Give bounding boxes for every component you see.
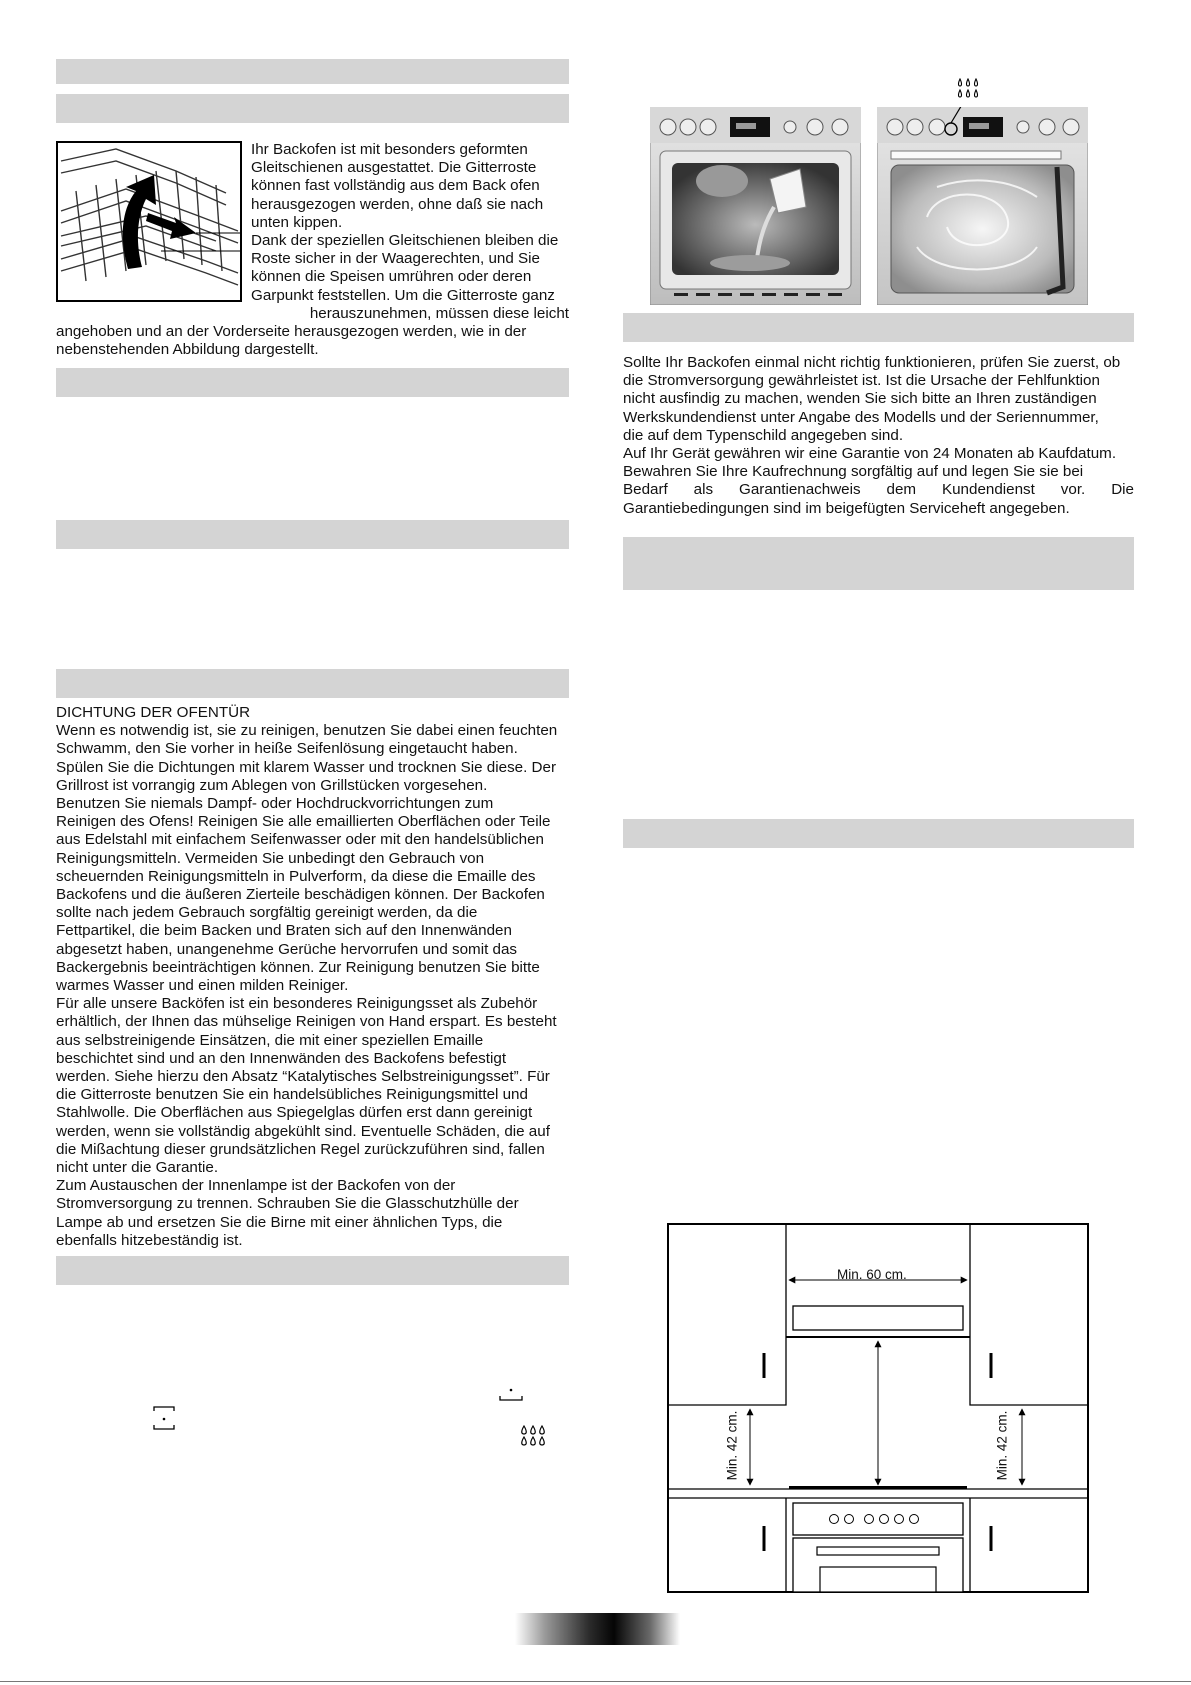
- cleaning-line: Backergebnis beeinträchtigen können. Zur Reinigung benutzen Sie bitte: [56, 958, 540, 976]
- cleaning-line: nicht unter die Garantie.: [56, 1159, 219, 1177]
- left-height-label: Min. 42 cm.: [724, 1410, 740, 1481]
- cleaning-line: Spülen Sie die Dichtungen mit klarem Wasser und trocknen Sie diese. Der: [56, 758, 557, 776]
- section-bar-3: [56, 520, 569, 549]
- cleaning-line: ebenfalls hitzebeständig ist.: [56, 1231, 243, 1249]
- shelf-rack-illustration: [56, 141, 242, 302]
- shelf-line: unten kippen.: [251, 213, 343, 231]
- cleaning-line: warmes Wasser und einen milden Reiniger.: [56, 977, 349, 995]
- shelf-text: [251, 141, 569, 323]
- service-line: Auf Ihr Gerät gewähren wir eine Garantie von 24 Monaten ab Kaufdatum.: [623, 445, 1117, 463]
- cleaning-line: Backofens und die äußeren Zierteile beschädigen können. Der Backofen: [56, 886, 545, 904]
- water-drops-icon: [957, 78, 979, 105]
- cleaning-line: Wenn es notwendig ist, sie zu reinigen, benutzen Sie dabei einen feuchten: [56, 722, 558, 740]
- cleaning-line: Benutzen Sie niemals Dampf- oder Hochdruckvorrichtungen zum: [56, 795, 494, 813]
- page-number-bar: [515, 1613, 680, 1645]
- shelf-line: Dank der speziellen Gleitschienen bleiben die: [251, 232, 559, 250]
- shelf-line: Roste sicher in der Waagerechten, und Sie: [251, 250, 540, 268]
- service-line: Garantiebedingungen sind im beigefügten Serviceheft angegeben.: [623, 499, 1070, 517]
- cleaning-line: scheuernden Reinigungsmitteln in Pulverform, da diese die Emaille des: [56, 867, 536, 885]
- cleaning-line: werden. Siehe hierzu den Absatz “Katalytisches Selbstreinigungsset”. Für: [56, 1068, 550, 1086]
- section-bar-shelves: [56, 94, 569, 123]
- section-bar-2: [56, 368, 569, 397]
- shelf-line: Ihr Backofen ist mit besonders geformten: [251, 141, 528, 158]
- shelf-text-wide: [56, 323, 569, 359]
- shelf-line: Gleitschienen ausgestattet. Die Gitterroste: [251, 159, 537, 177]
- cleaning-line: sollte nach jedem Gebrauch sorgfältig gereinigt werden, da die: [56, 904, 478, 922]
- cleaning-line: Reinigungsmitteln. Vermeiden Sie unbedingt den Gebrauch von: [56, 849, 485, 867]
- cleaning-line: Schwamm, den Sie vorher in heiße Seifenlösung eingetaucht haben.: [56, 740, 518, 758]
- cleaning-line: werden, wenn sie vollständig abgekühlt sind. Eventuelle Schäden, die auf: [56, 1122, 550, 1140]
- oven-steam-illustration: [877, 107, 1088, 305]
- cleaning-section: [56, 704, 569, 1250]
- right-height-label: Min. 42 cm.: [994, 1410, 1010, 1481]
- cleaning-line: Stahlwolle. Die Oberflächen aus Spiegelglas dürfen erst dann gereinigt: [56, 1104, 533, 1122]
- service-line: die auf dem Typenschild angegeben sind.: [623, 426, 904, 444]
- cleaning-line: Zum Austauschen der Innenlampe ist der Backofen von der: [56, 1177, 456, 1195]
- shelf-line: nebenstehenden Abbildung dargestellt.: [56, 341, 319, 359]
- section-bar-service: [623, 313, 1134, 342]
- service-line: Bewahren Sie Ihre Kaufrechnung sorgfältig auf und legen Sie sie bei: [623, 463, 1084, 481]
- cleaning-line: Fettpartikel, die beim Backen und Braten sich auf den Innenwänden: [56, 922, 512, 940]
- cleaning-line: Grillrost ist vorrangig zum Ablegen von Grillstücken vorgesehen.: [56, 776, 488, 794]
- cleaning-line: Für alle unsere Backöfen ist ein besonderes Reinigungsset als Zubehör: [56, 995, 538, 1013]
- shelf-line: herauszunehmen, müssen diese leicht: [309, 304, 569, 322]
- shelf-line: können fast vollständig aus dem Back ofen: [251, 177, 540, 195]
- service-text: [623, 354, 1134, 518]
- footer-line: [0, 1681, 1191, 1682]
- cleaning-line: Reinigen des Ofens! Reinigen Sie alle emaillierten Oberflächen oder Teile: [56, 813, 551, 831]
- service-line: die Stromversorgung gewährleistet ist. Ist die Ursache der Fehlfunktion: [623, 372, 1100, 390]
- service-line: Bedarf als Garantienachweis dem Kundendienst vor. Die: [623, 481, 1134, 499]
- cleaning-line: erhältlich, der Ihnen das mühselige Reinigen von Hand erspart. Es besteht: [56, 1013, 557, 1031]
- shelf-line: können die Speisen umrühren oder deren: [251, 268, 532, 286]
- water-drops-icon: [520, 1424, 546, 1453]
- section-bar-5: [56, 1256, 569, 1285]
- shelf-line: herausgezogen werden, ohne daß sie nach: [251, 195, 544, 213]
- lamp-symbol-icon: [151, 1405, 177, 1436]
- cleaning-line: abgesetzt haben, unangenehme Gerüche hervorrufen und somit das: [56, 940, 517, 958]
- lamp-symbol-icon: [497, 1384, 525, 1409]
- width-label: Min. 60 cm.: [837, 1267, 907, 1282]
- service-line: nicht ausfindig zu machen, wenden Sie sich bitte an Ihren zuständigen: [623, 390, 1097, 408]
- section-bar-cleaning: [56, 669, 569, 698]
- cleaning-line: Lampe ab und ersetzen Sie die Birne mit einer ähnlichen Typs, die: [56, 1213, 503, 1231]
- shelf-line: angehoben und an der Vorderseite herausgezogen werden, wie in der: [56, 323, 527, 340]
- cleaning-line: beschichtet sind und an den Innenwänden des Backofens befestigt: [56, 1049, 507, 1067]
- shelf-line: Garpunkt feststellen. Um die Gitterroste ganz: [251, 286, 555, 304]
- cleaning-line: die Gitterroste benutzen Sie ein handelsübliches Reinigungsmittel und: [56, 1086, 528, 1104]
- section-bar-8: [623, 819, 1134, 848]
- cleaning-line: die Mißachtung dieser grundsätzlichen Regel zurückzuführen sind, fallen: [56, 1140, 545, 1158]
- section-bar-top: [56, 59, 569, 84]
- cleaning-line: aus Edelstahl mit einfachem Seifenwasser oder mit den handelsüblichen: [56, 831, 544, 849]
- oven-water-illustration: [650, 107, 861, 305]
- service-line: Sollte Ihr Backofen einmal nicht richtig funktionieren, prüfen Sie zuerst, ob: [623, 354, 1121, 371]
- cleaning-heading: DICHTUNG DER OFENTÜR: [56, 704, 251, 721]
- section-bar-7: [623, 537, 1134, 590]
- installation-diagram: [667, 1223, 1089, 1593]
- cleaning-line: Stromversorgung zu trennen. Schrauben Sie die Glasschutzhülle der: [56, 1195, 519, 1213]
- cleaning-line: aus selbstreinigende Einsätzen, die mit einer speziellen Emaille: [56, 1031, 484, 1049]
- service-line: Werkskundendienst unter Angabe des Modells und der Seriennummer,: [623, 408, 1099, 426]
